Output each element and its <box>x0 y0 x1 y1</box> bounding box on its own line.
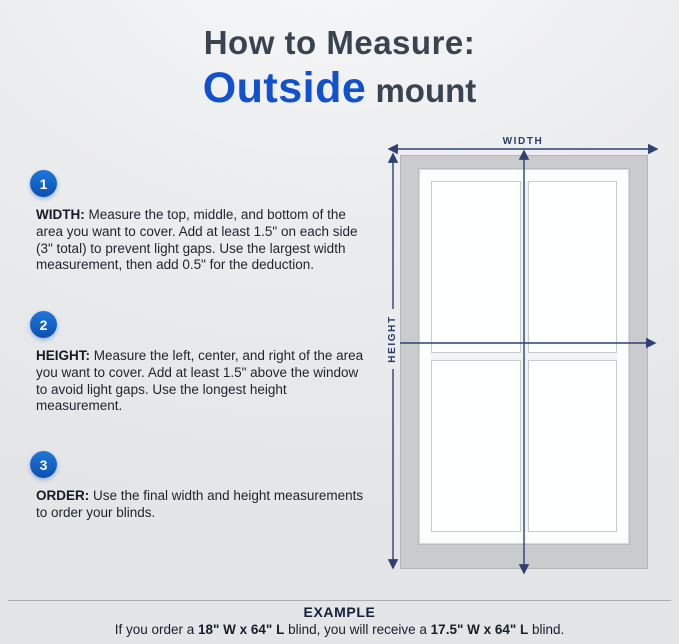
height-dimension-label: HEIGHT <box>386 309 400 369</box>
title-rest: mount <box>366 72 477 109</box>
title-accent: Outside <box>202 64 367 112</box>
example-ordered-size: 18" W x 64" L <box>198 622 285 637</box>
step-2-label: HEIGHT: <box>36 348 90 363</box>
step-3-body: Use the final width and height measurements to order your blinds. <box>36 488 364 520</box>
step-3-badge: 3 <box>30 451 57 478</box>
step-2-body: Measure the left, center, and right of the area you want to cover. Add at least 1.5" above the window to avoid light gaps. Use the longest height measurement. <box>36 348 364 414</box>
title-line1: How to Measure: <box>203 24 476 61</box>
example-text <box>0 622 679 637</box>
example-suffix: blind. <box>528 622 565 637</box>
measurement-arrows <box>383 136 663 578</box>
title-line2 <box>0 64 679 113</box>
window-diagram <box>383 136 663 578</box>
step-1-label: WIDTH: <box>36 207 85 222</box>
step-2-text <box>36 348 372 415</box>
example-mid: blind, you will receive a <box>284 622 431 637</box>
step-1-badge: 1 <box>30 170 57 197</box>
example-received-size: 17.5" W x 64" L <box>430 622 529 637</box>
step-1-text <box>36 207 372 274</box>
page-title <box>0 24 679 113</box>
step-order <box>30 451 372 522</box>
step-height <box>30 311 372 415</box>
step-3-label: ORDER: <box>36 488 90 503</box>
step-width <box>30 170 372 274</box>
width-dimension-label: WIDTH <box>502 136 544 147</box>
example-prefix: If you order a <box>114 622 198 637</box>
footer-divider <box>8 600 671 601</box>
step-2-badge: 2 <box>30 311 57 338</box>
step-3-text <box>36 488 372 522</box>
step-1-body: Measure the top, middle, and bottom of the area you want to cover. Add at least 1.5" on each side (3" total) to prevent light gaps. Use the largest width measurement, then add 0.5" for the deduction. <box>36 207 358 273</box>
example-heading: EXAMPLE <box>303 604 376 620</box>
